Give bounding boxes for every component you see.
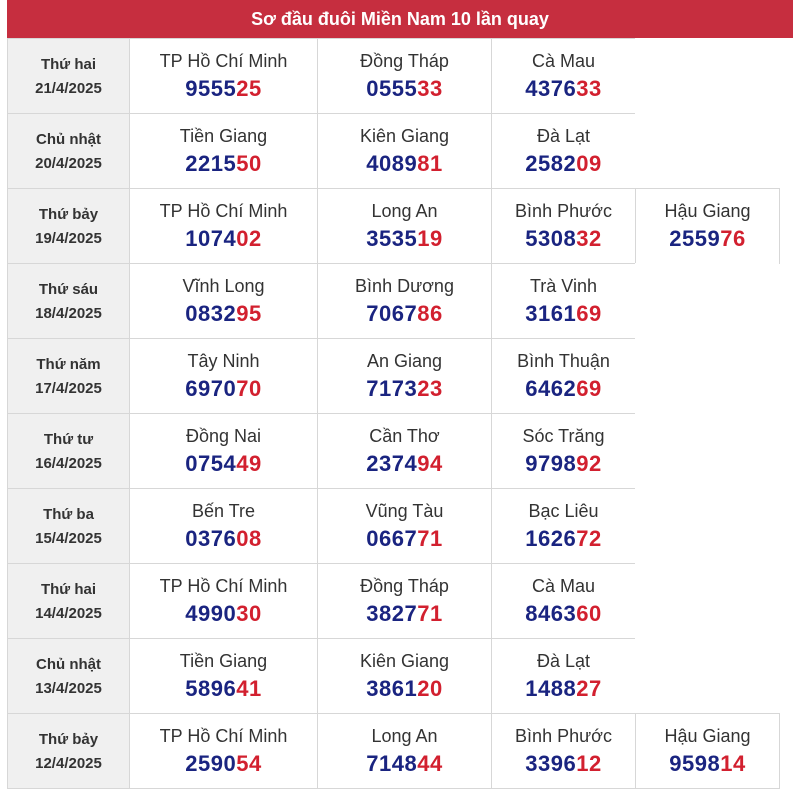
result-cell (635, 188, 780, 264)
winning-number (366, 676, 442, 702)
number-head-digits: 0376 (185, 525, 237, 551)
number-head-digits: 7173 (366, 375, 418, 401)
province-name: Tây Ninh (187, 350, 260, 371)
number-head-digits: 1488 (525, 675, 577, 701)
number-head-digits: 6462 (525, 375, 577, 401)
result-cell (129, 113, 318, 189)
date-label: 15/4/2025 (35, 529, 102, 547)
number-head-digits: 4089 (366, 150, 418, 176)
winning-number (185, 226, 261, 252)
province-name: Bến Tre (191, 500, 256, 521)
number-head-digits: 7148 (366, 750, 418, 776)
number-head-digits: 6970 (185, 375, 237, 401)
date-label: 16/4/2025 (35, 454, 102, 472)
number-head-digits: 2559 (669, 225, 721, 251)
weekday-label: Chủ nhật (36, 130, 101, 148)
province-name: Kiên Giang (359, 125, 450, 146)
number-head-digits: 9798 (525, 450, 577, 476)
number-tail-digits: 44 (417, 750, 443, 776)
weekday-label: Thứ hai (40, 580, 97, 598)
number-head-digits: 2215 (185, 150, 237, 176)
number-tail-digits: 25 (236, 75, 262, 101)
result-cell (317, 263, 492, 339)
number-tail-digits: 33 (417, 75, 443, 101)
date-label: 14/4/2025 (35, 604, 102, 622)
number-tail-digits: 27 (576, 675, 602, 701)
winning-number (366, 376, 442, 402)
number-head-digits: 1626 (525, 525, 577, 551)
province-name: Hậu Giang (664, 725, 751, 746)
winning-number (669, 226, 745, 252)
date-label: 20/4/2025 (35, 154, 102, 172)
number-tail-digits: 12 (576, 750, 602, 776)
number-tail-digits: 41 (236, 675, 262, 701)
province-name: Bình Dương (355, 275, 454, 296)
result-cell (491, 488, 636, 564)
province-name: An Giang (366, 350, 443, 371)
winning-number (366, 601, 442, 627)
result-cell (317, 113, 492, 189)
province-name: Tiền Giang (179, 650, 268, 671)
empty-cell (635, 338, 779, 413)
date-label: 18/4/2025 (35, 304, 102, 322)
province-name: Cà Mau (531, 575, 596, 596)
winning-number (185, 451, 261, 477)
weekday-label: Thứ bảy (38, 205, 99, 223)
number-tail-digits: 54 (236, 750, 262, 776)
result-cell (129, 413, 318, 489)
number-tail-digits: 92 (576, 450, 602, 476)
number-tail-digits: 30 (236, 600, 262, 626)
province-name: Cà Mau (531, 50, 596, 71)
result-cell (635, 713, 780, 789)
province-name: Tiền Giang (179, 125, 268, 146)
province-name: Bạc Liêu (528, 500, 599, 521)
province-name: Bình Phước (515, 200, 612, 221)
winning-number (185, 526, 261, 552)
result-cell (317, 413, 492, 489)
winning-number (366, 151, 442, 177)
date-label: 21/4/2025 (35, 79, 102, 97)
result-cell (317, 638, 492, 714)
winning-number (366, 451, 442, 477)
number-tail-digits: 76 (720, 225, 746, 251)
result-cell (317, 38, 492, 114)
number-tail-digits: 50 (236, 150, 262, 176)
number-tail-digits: 72 (576, 525, 602, 551)
result-cell (129, 638, 318, 714)
date-label: 19/4/2025 (35, 229, 102, 247)
day-cell (7, 263, 130, 339)
empty-cell (635, 638, 779, 713)
number-head-digits: 0555 (366, 75, 418, 101)
result-cell (317, 488, 492, 564)
winning-number (525, 226, 601, 252)
result-cell (491, 338, 636, 414)
result-cell (129, 713, 318, 789)
result-cell (491, 188, 636, 264)
result-cell (129, 263, 318, 339)
number-tail-digits: 69 (576, 300, 602, 326)
number-tail-digits: 71 (417, 600, 443, 626)
number-head-digits: 5308 (525, 225, 577, 251)
number-tail-digits: 60 (576, 600, 602, 626)
number-tail-digits: 86 (417, 300, 443, 326)
winning-number (366, 751, 442, 777)
day-cell (7, 338, 130, 414)
number-tail-digits: 08 (236, 525, 262, 551)
winning-number (669, 751, 745, 777)
result-cell (491, 38, 636, 114)
date-label: 12/4/2025 (35, 754, 102, 772)
number-tail-digits: 20 (417, 675, 443, 701)
weekday-label: Thứ sáu (38, 280, 99, 298)
results-table (7, 38, 795, 788)
winning-number (525, 526, 601, 552)
number-tail-digits: 81 (417, 150, 443, 176)
weekday-label: Thứ bảy (38, 730, 99, 748)
date-label: 13/4/2025 (35, 679, 102, 697)
day-cell (7, 188, 130, 264)
number-head-digits: 2590 (185, 750, 237, 776)
number-tail-digits: 19 (417, 225, 443, 251)
province-name: Vĩnh Long (182, 275, 265, 296)
result-cell (491, 263, 636, 339)
empty-cell (635, 488, 779, 563)
province-name: Đà Lạt (536, 125, 591, 146)
day-cell (7, 638, 130, 714)
number-head-digits: 2374 (366, 450, 418, 476)
province-name: Sóc Trăng (522, 425, 605, 446)
weekday-label: Thứ hai (40, 55, 97, 73)
number-head-digits: 3827 (366, 600, 418, 626)
number-tail-digits: 23 (417, 375, 443, 401)
winning-number (525, 676, 601, 702)
result-cell (317, 338, 492, 414)
province-name: Vũng Tàu (365, 500, 444, 521)
number-head-digits: 3535 (366, 225, 418, 251)
winning-number (525, 301, 601, 327)
result-cell (129, 563, 318, 639)
number-tail-digits: 33 (576, 75, 602, 101)
province-name: TP Hồ Chí Minh (159, 200, 288, 221)
province-name: Bình Thuận (517, 350, 610, 371)
winning-number (525, 601, 601, 627)
winning-number (525, 151, 601, 177)
result-cell (129, 338, 318, 414)
day-cell (7, 563, 130, 639)
province-name: Long An (371, 725, 438, 746)
province-name: Đồng Nai (185, 425, 262, 446)
number-tail-digits: 95 (236, 300, 262, 326)
winning-number (366, 76, 442, 102)
number-tail-digits: 14 (720, 750, 746, 776)
number-head-digits: 3861 (366, 675, 418, 701)
number-head-digits: 9555 (185, 75, 237, 101)
day-cell (7, 713, 130, 789)
winning-number (366, 526, 442, 552)
number-head-digits: 9598 (669, 750, 721, 776)
weekday-label: Thứ tư (43, 430, 94, 448)
number-head-digits: 3161 (525, 300, 577, 326)
day-cell (7, 38, 130, 114)
number-head-digits: 0667 (366, 525, 418, 551)
province-name: Trà Vinh (529, 275, 598, 296)
number-head-digits: 0832 (185, 300, 237, 326)
winning-number (525, 751, 601, 777)
number-head-digits: 7067 (366, 300, 418, 326)
number-head-digits: 0754 (185, 450, 237, 476)
number-head-digits: 8463 (525, 600, 577, 626)
result-cell (317, 713, 492, 789)
day-cell (7, 413, 130, 489)
province-name: Long An (371, 200, 438, 221)
number-head-digits: 1074 (185, 225, 237, 251)
day-cell (7, 113, 130, 189)
empty-cell (635, 38, 779, 113)
empty-cell (635, 113, 779, 188)
result-cell (491, 113, 636, 189)
result-cell (491, 638, 636, 714)
winning-number (185, 76, 261, 102)
result-cell (491, 413, 636, 489)
number-tail-digits: 49 (236, 450, 262, 476)
result-cell (129, 488, 318, 564)
province-name: Đồng Tháp (360, 575, 449, 596)
winning-number (185, 751, 261, 777)
winning-number (525, 76, 601, 102)
province-name: TP Hồ Chí Minh (159, 575, 288, 596)
number-head-digits: 5896 (185, 675, 237, 701)
winning-number (185, 676, 261, 702)
province-name: TP Hồ Chí Minh (159, 50, 288, 71)
number-head-digits: 3396 (525, 750, 577, 776)
province-name: TP Hồ Chí Minh (159, 725, 288, 746)
weekday-label: Thứ ba (43, 505, 94, 523)
date-label: 17/4/2025 (35, 379, 102, 397)
number-tail-digits: 09 (576, 150, 602, 176)
winning-number (525, 376, 601, 402)
empty-cell (635, 563, 779, 638)
number-head-digits: 4376 (525, 75, 577, 101)
province-name: Bình Phước (515, 725, 612, 746)
winning-number (185, 151, 261, 177)
number-tail-digits: 71 (417, 525, 443, 551)
result-cell (129, 38, 318, 114)
number-tail-digits: 94 (417, 450, 443, 476)
empty-cell (635, 263, 779, 338)
number-tail-digits: 02 (236, 225, 262, 251)
winning-number (185, 376, 261, 402)
result-cell (491, 563, 636, 639)
number-head-digits: 4990 (185, 600, 237, 626)
winning-number (366, 226, 442, 252)
result-cell (317, 188, 492, 264)
day-cell (7, 488, 130, 564)
province-name: Cần Thơ (369, 425, 440, 446)
winning-number (525, 451, 601, 477)
province-name: Hậu Giang (664, 200, 751, 221)
winning-number (185, 601, 261, 627)
number-head-digits: 2582 (525, 150, 577, 176)
table-title: Sơ đầu đuôi Miền Nam 10 lần quay (7, 0, 793, 38)
winning-number (366, 301, 442, 327)
province-name: Đồng Tháp (360, 50, 449, 71)
empty-cell (635, 413, 779, 488)
result-cell (491, 713, 636, 789)
weekday-label: Thứ năm (36, 355, 101, 373)
province-name: Đà Lạt (536, 650, 591, 671)
number-tail-digits: 70 (236, 375, 262, 401)
weekday-label: Chủ nhật (36, 655, 101, 673)
province-name: Kiên Giang (359, 650, 450, 671)
number-tail-digits: 69 (576, 375, 602, 401)
number-tail-digits: 32 (576, 225, 602, 251)
winning-number (185, 301, 261, 327)
result-cell (317, 563, 492, 639)
result-cell (129, 188, 318, 264)
